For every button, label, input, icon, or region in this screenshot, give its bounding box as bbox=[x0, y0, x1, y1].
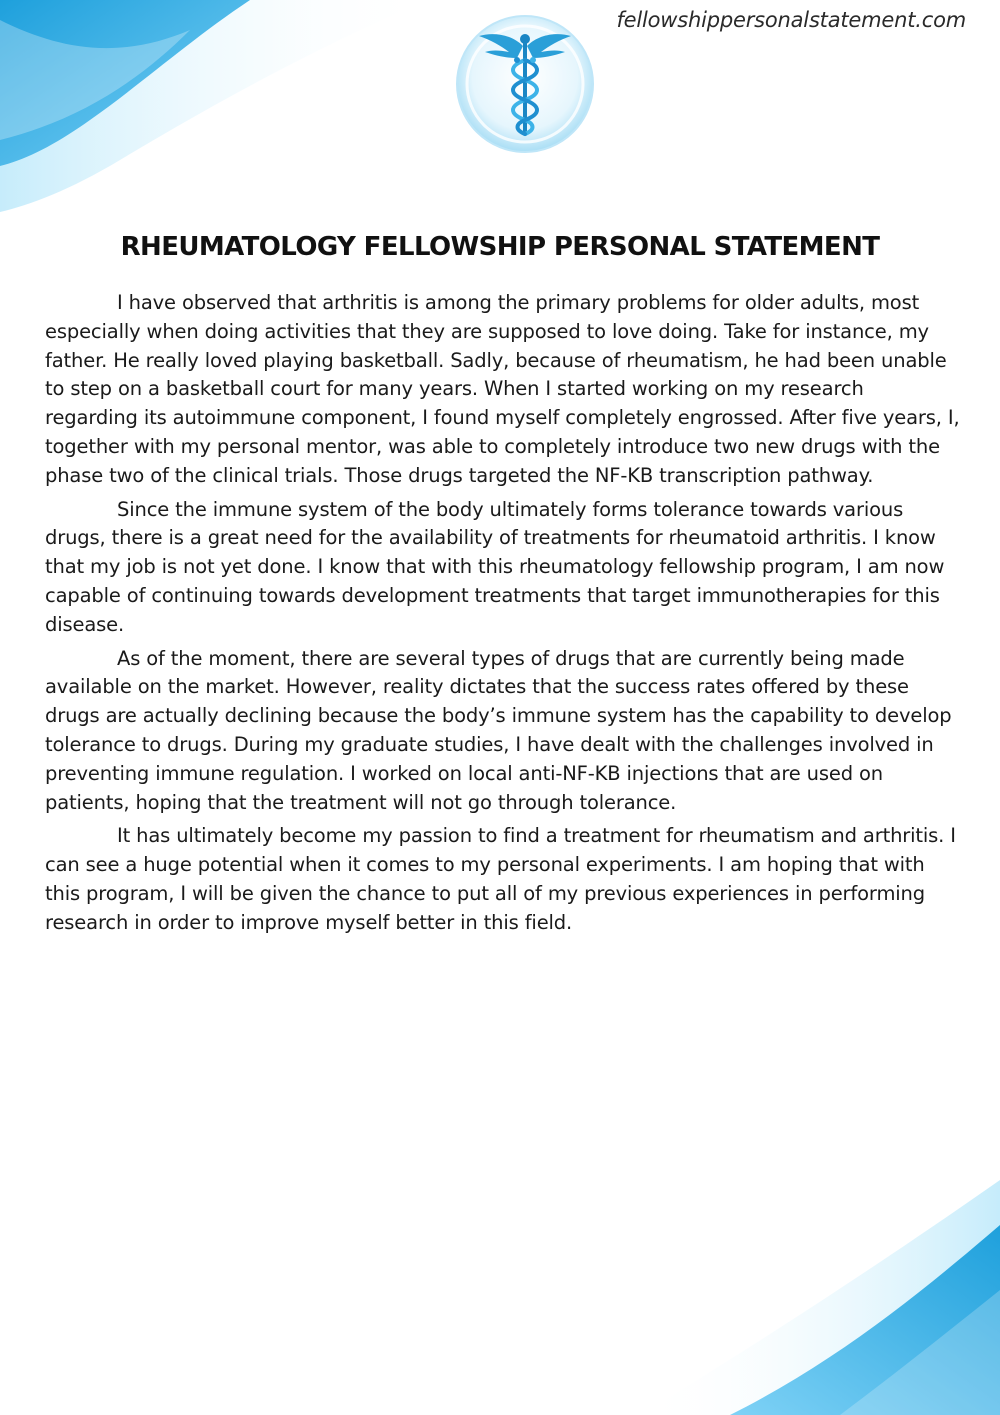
caduceus-icon bbox=[453, 12, 597, 156]
paragraph: I have observed that arthritis is among the primary problems for older adults, most especially when doing activities that they are supposed to love doing. Take for instance, my father. He really loved playing basketball. Sadly, because of rheumatism, he had been unable to step on a basketball court for many years. When I started working on my research regarding its autoimmune component, I found myself completely engrossed. After five years, I, together with my personal mentor, was able to completely introduce two new drugs with the phase two of the clinical trials. Those drugs targeted the NF-KB transcription pathway. bbox=[45, 291, 960, 487]
statement-document bbox=[45, 232, 960, 943]
site-url: fellowshippersonalstatement.com bbox=[616, 8, 966, 32]
document-title: RHEUMATOLOGY FELLOWSHIP PERSONAL STATEMENT bbox=[120, 232, 880, 262]
paragraph: As of the moment, there are several types of drugs that are currently being made available on the market. However, reality dictates that the success rates offered by these drugs are actually declining because the body’s immune system has the capability to develop tolerance to drugs. During my graduate studies, I have dealt with the challenges involved in preventing immune regulation. I worked on local anti-NF-KB injections that are used on patients, hoping that the treatment will not go through tolerance. bbox=[45, 646, 952, 814]
paragraph: It has ultimately become my passion to find a treatment for rheumatism and arthritis. I can see a huge potential when it comes to my personal experiments. I am hoping that with this program, I will be given the chance to put all of my previous experiences in performing research in order to improve myself better in this field. bbox=[45, 824, 956, 934]
paragraph: Since the immune system of the body ultimately forms tolerance towards various drugs, there is a great need for the availability of treatments for rheumatoid arthritis. I know that my job is not yet done. I know that with this rheumatology fellowship program, I am now capable of continuing towards development treatments that target immunotherapies for this disease. bbox=[45, 497, 945, 636]
